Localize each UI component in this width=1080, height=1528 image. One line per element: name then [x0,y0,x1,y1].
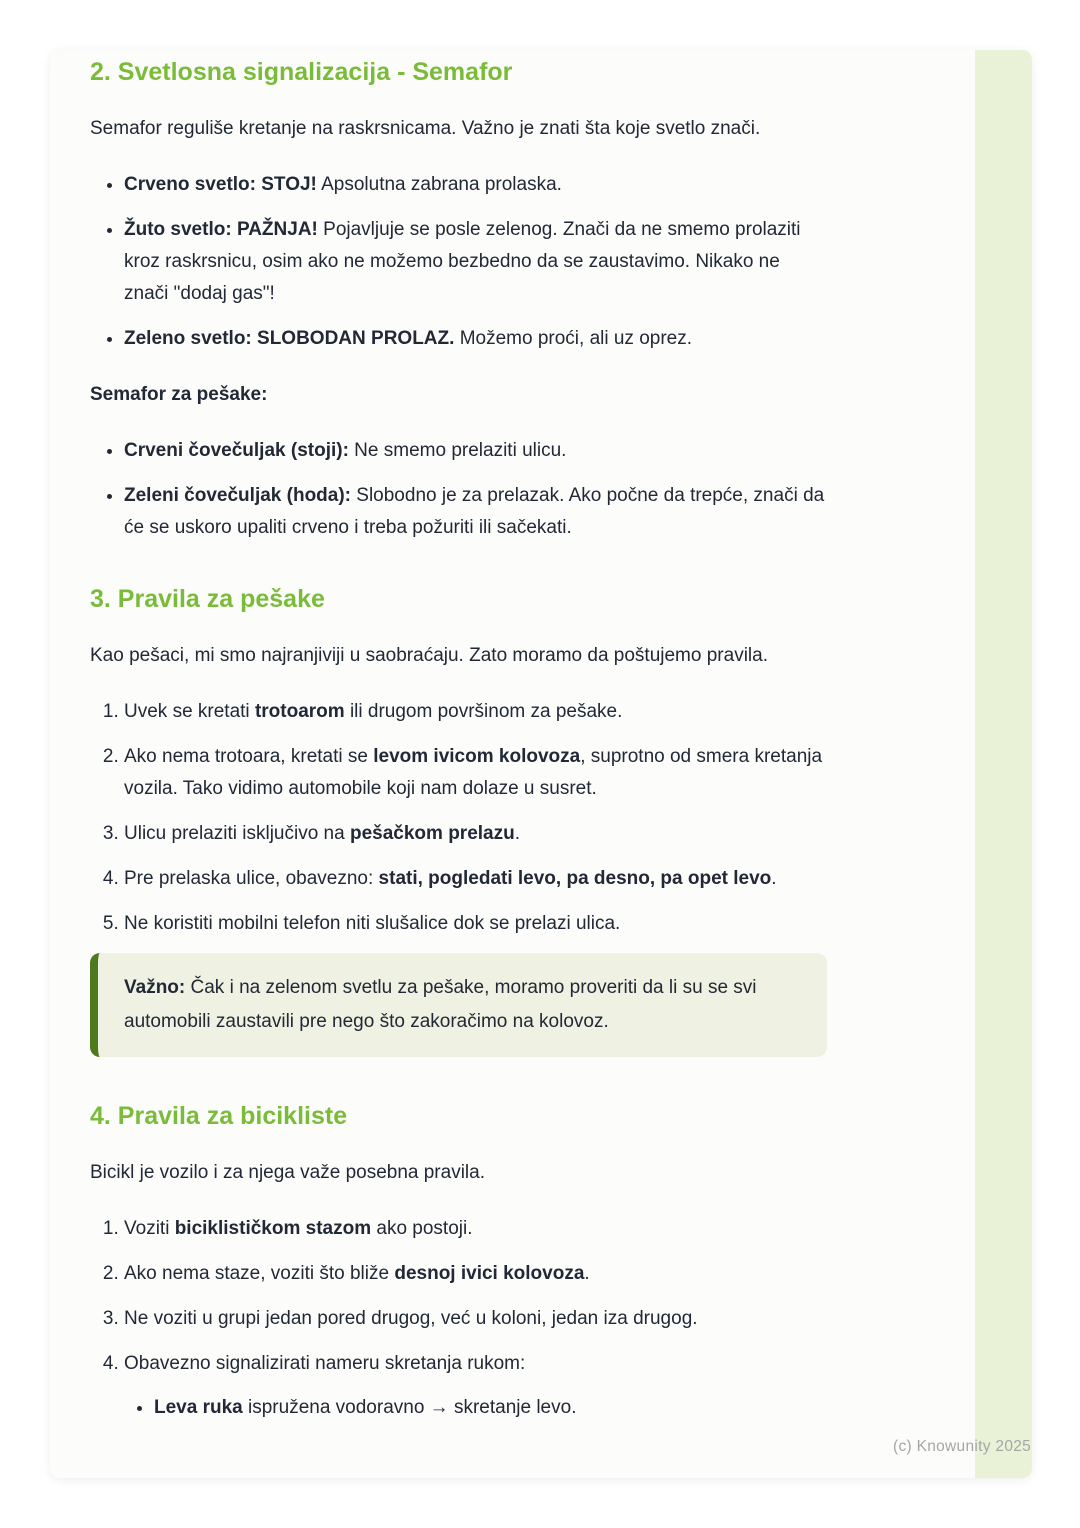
list-item [124,1303,827,1335]
list-item [124,696,827,728]
text-run: Slobodno je za prelazak. Ako počne da trepće, znači da će se uskoro upaliti crveno i treba požuriti ili sačekati. [124,485,825,538]
text-run-bold: Zeleni čovečuljak (hoda): [124,485,351,506]
text-run: ako postoji. [371,1218,473,1239]
text-run: Ako nema staze, voziti što bliže [124,1263,395,1284]
text-run-bold: pešačkom prelazu [349,823,515,844]
list-item [124,1258,827,1290]
section-heading-2: 2. Svetlosna signalizacija - Semafor [90,58,513,86]
list-item [124,1348,827,1424]
list-item [124,1213,827,1245]
text-run: . [771,868,777,889]
text-run: Pre prelaska ulice, obavezno: [124,868,379,889]
text-run: Ne smemo prelaziti ulicu. [348,440,567,461]
text-run-bold: trotoarom [254,701,345,722]
text-run-bold: biciklističkom stazom [174,1218,372,1239]
list-item [124,435,827,467]
section2-intro-paragraph: Semafor reguliše kretanje na raskrsnicama. Važno je znati šta koje svetlo znači. [90,118,761,139]
cyclist-rules-list [90,1213,827,1424]
text-run-bold: Crveno svetlo: STOJ! [124,174,317,195]
text-run: Ne voziti u grupi jedan pored drugog, već u koloni, jedan iza drugog. [124,1308,698,1329]
text-run: Apsolutna zabrana prolaska. [316,174,562,195]
text-run-bold: stati, pogledati levo, pa desno, pa opet levo [378,868,772,889]
text-run-bold: Leva ruka [154,1397,243,1418]
watermark: (c) Knowunity 2025 [893,1438,1032,1455]
section-heading-3: 3. Pravila za pešake [90,585,325,613]
document-content [90,53,827,1437]
list-item [124,480,827,544]
text-run: Ulicu prelaziti isključivo na [124,823,350,844]
text-run: Pojavljuje se posle zelenog. Znači da ne smemo prolaziti kroz raskrsnicu, osim ako ne možemo bezbedno da se zaustavimo. Nikako ne znači "dodaj gas"! [124,219,801,304]
text-run-bold: Zeleno svetlo: SLOBODAN PROLAZ. [124,328,455,349]
page-edge-stripe [975,50,1032,1478]
text-run: Obavezno signalizirati nameru skretanja rukom: [124,1353,526,1374]
traffic-lights-list [90,169,827,355]
list-item [124,908,827,940]
section4-intro-paragraph: Bicikl je vozilo i za njega važe posebna pravila. [90,1162,485,1183]
list-item [124,741,827,805]
text-run-bold: desnoj ivici kolovoza [394,1263,585,1284]
text-run: . [584,1263,590,1284]
list-item [124,323,827,355]
callout-label: Važno: [124,977,186,998]
text-run: Voziti [124,1218,175,1239]
text-run-bold: Žuto svetlo: PAŽNJA! [124,219,318,240]
list-item [124,214,827,310]
pedestrian-rules-list [90,696,827,940]
section3-intro-paragraph: Kao pešaci, mi smo najranjiviji u saobraćaju. Zato moramo da poštujemo pravila. [90,645,768,666]
list-item [124,818,827,850]
text-run-bold: levom ivicom kolovoza [373,746,581,767]
document-page [50,50,1032,1478]
text-run: Ako nema trotoara, kretati se [124,746,374,767]
text-run-bold: Crveni čovečuljak (stoji): [124,440,349,461]
text-run: Čak i na zelenom svetlu za pešake, moramo proveriti da li su se svi automobili zaustavili pre nego što zakoračimo na kolovoz. [124,977,757,1032]
text-run: Ne koristiti mobilni telefon niti slušalice dok se prelazi ulica. [124,913,621,934]
pedestrian-lights-list [90,435,827,544]
list-item [124,169,827,201]
section-heading-4: 4. Pravila za bicikliste [90,1102,348,1130]
list-item [124,863,827,895]
hand-signals-list [124,1392,827,1424]
list-item [154,1392,827,1424]
text-run: Uvek se kretati [124,701,255,722]
text-run: . [514,823,520,844]
text-run: ispružena vodoravno → skretanje levo. [242,1397,577,1418]
pedestrian-signal-subheading: Semafor za pešake: [90,384,268,405]
text-run: , suprotno od smera kretanja vozila. Tako vidimo automobile koji nam dolaze u susret. [124,746,823,799]
text-run: ili drugom površinom za pešake. [344,701,623,722]
text-run: Možemo proći, ali uz oprez. [454,328,693,349]
important-callout [90,953,827,1057]
